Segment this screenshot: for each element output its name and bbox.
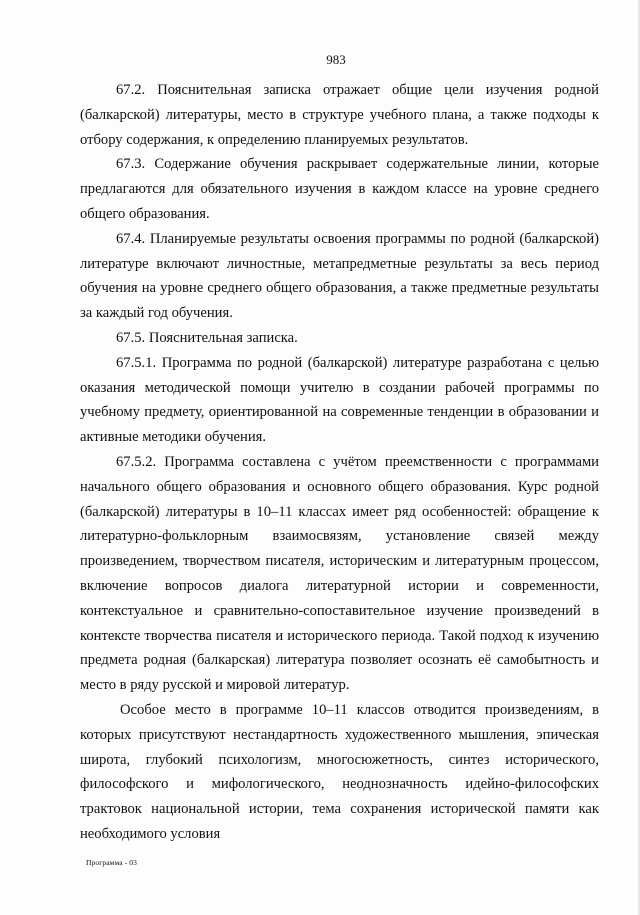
paragraph-67-5-2: 67.5.2. Программа составлена с учётом преемственности с программами начального общего образования и основного общего образования. Курс родной (балкарской) литературы в 10–11 классах имеет ряд особенностей: обращение к литературно-фольклорным взаимосвязям, установление связей между произведением, творчеством писателя, историческим и литературным процессом, включение вопросов диалога литературной истории и современности, контекстуальное и сравнительно-сопоставительное изучение произведений в контексте творчества писателя и исторического периода. Такой подход к изучению предмета родная (балкарская) литература позволяет осознать её самобытность и место в ряду русской и мировой литератур. (80, 453, 599, 694)
page-footer: Программа - 03 (86, 858, 137, 867)
paragraph-67-4: 67.4. Планируемые результаты освоения программы по родной (балкарской) литературе включают личностные, метапредметные результаты за весь период обучения на уровне среднего общего образования, а также предметные результаты за каждый год обучения. (80, 230, 599, 322)
paragraph-67-5-heading: 67.5. Пояснительная записка. (116, 329, 298, 346)
paragraph-special-place: Особое место в программе 10–11 классов отводится произведениям, в которых присутствуют нестандартность художественного мышления, эпическая широта, глубокий психологизм, многосюжетность, синтез исторического, философского и мифологического, неоднозначность идейно-философских трактовок национальной истории, тема сохранения исторической памяти как необходимого условия (80, 701, 599, 842)
document-body (80, 78, 599, 847)
paragraph-67-3: 67.3. Содержание обучения раскрывает содержательные линии, которые предлагаются для обязательного изучения в каждом классе на уровне среднего общего образования. (80, 156, 599, 222)
paragraph-67-5-1: 67.5.1. Программа по родной (балкарской) литературе разработана с целью оказания методической помощи учителю в создании рабочей программы по учебному предмету, ориентированной на современные тенденции в образовании и активные методики обучения. (80, 354, 599, 446)
paragraph-67-2: 67.2. Пояснительная записка отражает общие цели изучения родной (балкарской) литературы, место в структуре учебного плана, а также подходы к отбору содержания, к определению планируемых результатов. (80, 82, 599, 148)
page-number: 983 (326, 52, 346, 67)
